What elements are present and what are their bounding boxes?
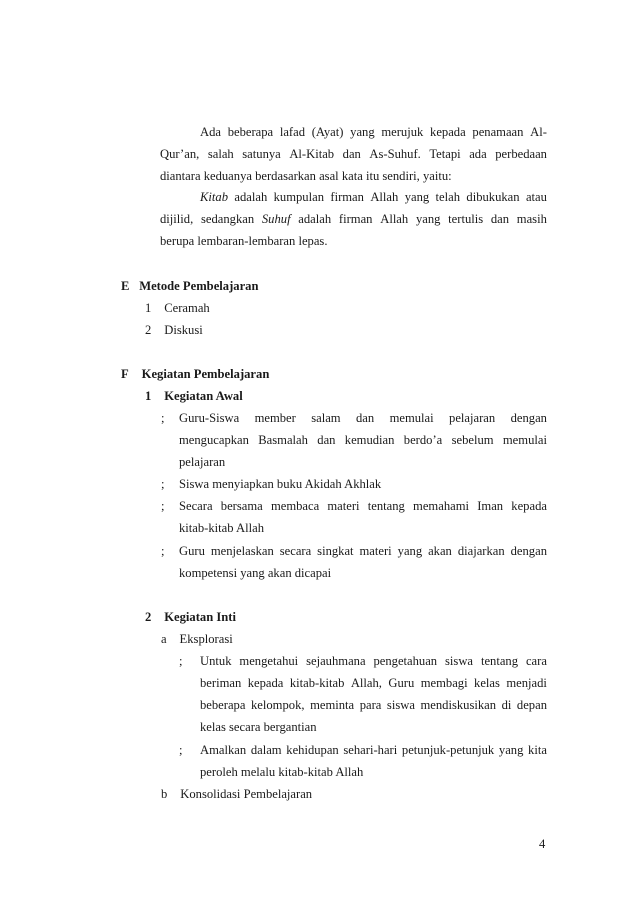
- word: telah: [435, 190, 461, 204]
- awal-bullet-3-line-1: [179, 498, 547, 514]
- section-f-heading: F Kegiatan Pembelajaran: [121, 367, 260, 381]
- method-item-1: 1 Ceramah: [145, 301, 200, 315]
- box-glyph-icon: [151, 610, 155, 624]
- word: kehidupan: [286, 743, 339, 757]
- word: Allah: [370, 190, 399, 204]
- box-glyph-icon: [151, 323, 155, 337]
- word: Iman: [477, 499, 504, 513]
- word: Amalkan: [200, 743, 247, 757]
- word: Qur’an,: [160, 147, 200, 161]
- word: ada: [469, 147, 487, 161]
- word: penamaan: [472, 125, 524, 139]
- awal-bullet-4-line-1: [179, 543, 547, 559]
- eksplorasi-bullet-1-line-2: [200, 675, 547, 691]
- word: yang: [404, 190, 430, 204]
- word: Untuk: [200, 654, 232, 668]
- word: salah: [207, 147, 234, 161]
- box-glyph-icon: [151, 389, 155, 403]
- eksplorasi-bullet-1-line-3: [200, 697, 547, 713]
- word: secara: [279, 544, 312, 558]
- word: dan: [490, 212, 510, 226]
- awal-bullet-3-line-2: kitab-kitab Allah: [179, 521, 264, 535]
- awal-bullet-1-line-1: [179, 410, 547, 426]
- word: petunjuk-petunjuk: [401, 743, 495, 757]
- word: mengetahui: [239, 654, 299, 668]
- word: sehari-hari: [343, 743, 398, 757]
- word: Guru: [388, 676, 415, 690]
- word: dengan: [510, 544, 547, 558]
- word: dibukukan: [466, 190, 520, 204]
- word: Guru: [179, 544, 205, 558]
- word: As-Suhuf.: [369, 147, 421, 161]
- word: berdo’a: [403, 433, 443, 447]
- word: memulai: [502, 433, 547, 447]
- word: dan: [342, 147, 361, 161]
- word: member: [254, 411, 296, 425]
- word: siswa: [445, 654, 474, 668]
- word: memulai: [389, 411, 434, 425]
- word: atau: [525, 190, 547, 204]
- word: kumpulan: [273, 190, 324, 204]
- intro-line-3: diantara keduanya berdasarkan asal kata itu sendiri, yaitu:: [160, 169, 452, 183]
- eksplorasi-bullet-2-line-2: peroleh melalu kitab-kitab Allah: [200, 765, 364, 779]
- word: para: [359, 698, 382, 712]
- word: (Ayat): [311, 125, 344, 139]
- word: satunya: [242, 147, 281, 161]
- word: firman: [330, 190, 364, 204]
- word: firman: [338, 212, 373, 226]
- bullet-marker: ;: [161, 499, 165, 513]
- box-glyph-icon: [129, 279, 133, 293]
- word: salam: [311, 411, 341, 425]
- intro-line-2: [160, 146, 547, 162]
- intro-line-4: [200, 189, 547, 205]
- subsection-kegiatan-awal: 1 Kegiatan Awal: [145, 389, 233, 403]
- word: lafad: [279, 125, 306, 139]
- word: yang: [415, 212, 441, 226]
- word: materi: [327, 499, 360, 513]
- word: akan: [428, 544, 452, 558]
- page-number: 4: [539, 837, 546, 851]
- box-glyph-icon: [151, 301, 155, 315]
- word: masih: [516, 212, 547, 226]
- word: dan: [356, 411, 375, 425]
- word: Allah,: [350, 676, 382, 690]
- word: bersama: [220, 499, 263, 513]
- word: dengan: [510, 411, 547, 425]
- word: membagi: [420, 676, 468, 690]
- word: kelas: [474, 676, 500, 690]
- inti-item-eksplorasi: a Eksplorasi: [161, 632, 223, 646]
- word: dan: [317, 433, 336, 447]
- word: yang: [397, 544, 423, 558]
- word: kita: [528, 743, 547, 757]
- bullet-marker: ;: [179, 654, 183, 668]
- word: pelajaran: [449, 411, 496, 425]
- bullet-marker: ;: [179, 743, 183, 757]
- word: dalam: [250, 743, 282, 757]
- word: yang: [498, 743, 524, 757]
- awal-bullet-1-line-2: [179, 432, 547, 448]
- word: Ada: [200, 125, 221, 139]
- eksplorasi-bullet-2-line-1: [200, 742, 547, 758]
- word: siswa: [386, 698, 415, 712]
- awal-bullet-1-line-3: pelajaran: [179, 455, 226, 469]
- eksplorasi-bullet-1-line-1: [200, 653, 547, 669]
- section-e-heading: E Metode Pembelajaran: [121, 279, 252, 293]
- word: Basmalah: [258, 433, 308, 447]
- box-glyph-icon: [128, 367, 132, 381]
- awal-bullet-4-line-2: kompetensi yang akan dicapai: [179, 566, 332, 580]
- word: materi: [359, 544, 392, 558]
- word: kelompok,: [251, 698, 305, 712]
- subsection-kegiatan-inti: 2 Kegiatan Inti: [145, 610, 227, 624]
- word: adalah: [234, 190, 268, 204]
- word: diajarkan: [457, 544, 505, 558]
- word: memahami: [413, 499, 469, 513]
- intro-line-6: berupa lembaran-lembaran lepas.: [160, 234, 328, 248]
- bullet-marker: ;: [161, 544, 165, 558]
- term-suhuf: Suhuf: [261, 212, 291, 226]
- bullet-marker: ;: [161, 411, 165, 425]
- method-item-2: 2 Diskusi: [145, 323, 193, 337]
- inti-item-konsolidasi: b Konsolidasi Pembelajaran: [161, 787, 303, 801]
- word: beberapa: [200, 698, 246, 712]
- word: tentang: [480, 654, 519, 668]
- word: pengetahuan: [373, 654, 438, 668]
- bullet-marker: ;: [161, 477, 165, 491]
- intro-line-1: [200, 124, 547, 140]
- word: kitab-kitab: [289, 676, 345, 690]
- word: membaca: [270, 499, 320, 513]
- word: tertulis: [448, 212, 484, 226]
- word: cara: [525, 654, 547, 668]
- intro-line-5: dijilid, sedangkan Suhuf adalah firman Allah yang tertulis dan masih: [160, 212, 547, 226]
- word: Al-Kitab: [289, 147, 335, 161]
- word: yang: [350, 125, 375, 139]
- word: menjadi: [506, 676, 547, 690]
- box-glyph-icon: [167, 787, 171, 801]
- word: Guru-Siswa: [179, 411, 240, 425]
- word: Tetapi: [429, 147, 461, 161]
- word: kepada: [511, 499, 547, 513]
- word: merujuk: [381, 125, 424, 139]
- word: kepada: [430, 125, 466, 139]
- term-kitab: Kitab: [200, 190, 228, 204]
- word: perbedaan: [495, 147, 547, 161]
- word: Al-: [530, 125, 547, 139]
- word: kemudian: [344, 433, 395, 447]
- word: tentang: [367, 499, 405, 513]
- word: mendiskusikan: [420, 698, 497, 712]
- word: Secara: [179, 499, 213, 513]
- eksplorasi-bullet-1-line-4: kelas secara bergantian: [200, 720, 317, 734]
- word: sebelum: [451, 433, 494, 447]
- word: beriman: [200, 676, 242, 690]
- word: adalah: [298, 212, 332, 226]
- word: singkat: [317, 544, 354, 558]
- word: sejauhmana: [306, 654, 366, 668]
- word: Allah: [380, 212, 409, 226]
- word: meminta: [310, 698, 355, 712]
- word: depan: [516, 698, 547, 712]
- word: kepada: [247, 676, 284, 690]
- word: beberapa: [227, 125, 274, 139]
- word: menjelaskan: [210, 544, 274, 558]
- awal-bullet-2-line-1: Siswa menyiapkan buku Akidah Akhlak: [179, 477, 382, 491]
- word: mengucapkan: [179, 433, 249, 447]
- word: di: [501, 698, 512, 712]
- box-glyph-icon: [166, 632, 170, 646]
